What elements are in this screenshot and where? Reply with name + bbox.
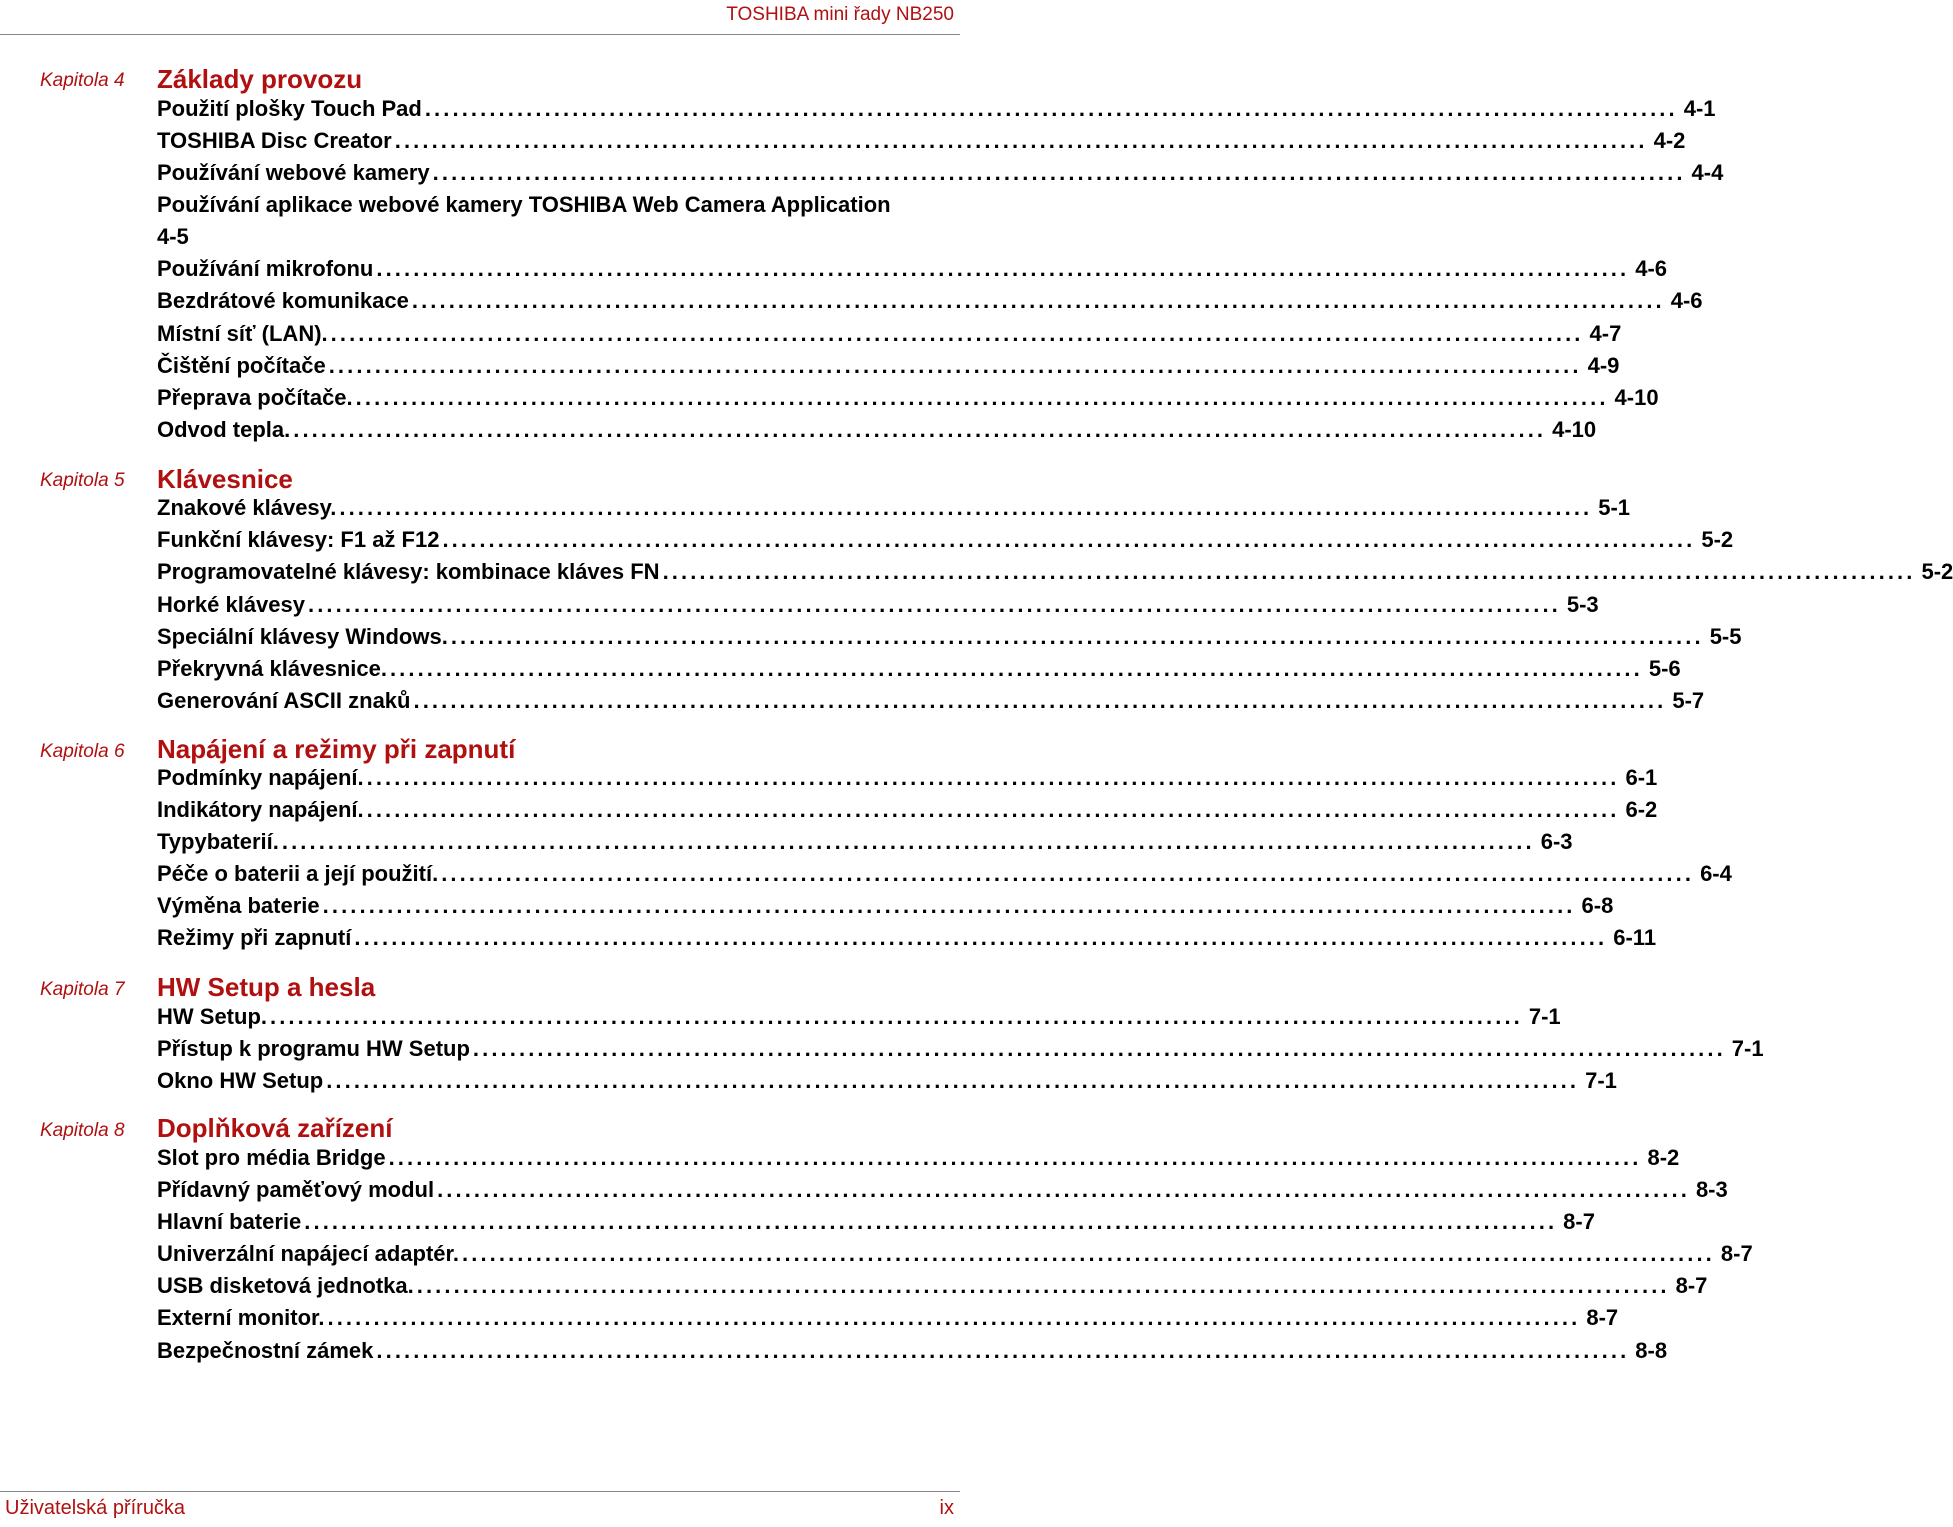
toc-entry-page: 5-3: [1566, 592, 1599, 617]
toc-entry[interactable]: [157, 1145, 1680, 1177]
toc-entry[interactable]: [157, 128, 1686, 160]
toc-entry-page: 8-3: [1695, 1177, 1728, 1202]
dot-leader: ........................................................................................................................................: [366, 765, 1620, 790]
dot-leader: ........................................................................................................................................: [662, 559, 1916, 584]
dot-leader: ........................................................................................................................................: [394, 128, 1648, 153]
dot-leader: ........................................................................................................................................: [437, 1177, 1690, 1202]
toc-entry-page: 7-1: [1731, 1036, 1764, 1061]
dot-leader: ........................................................................................................................................: [388, 1145, 1642, 1170]
toc-entry-page: 4-2: [1653, 128, 1686, 153]
dot-leader: ........................................................................................................................................: [442, 527, 1696, 552]
toc-entry-text: Indikátory napájení.: [157, 797, 364, 822]
footer-manual-title: Uživatelská příručka: [5, 1497, 186, 1519]
dot-leader: ........................................................................................................................................: [424, 96, 1678, 121]
toc-entry-text: USB disketová jednotka.: [157, 1273, 414, 1298]
chapter-4-title: Základy provozu: [157, 64, 363, 94]
toc-entry-page: 5-6: [1648, 656, 1681, 681]
toc-entry-text: Podmínky napájení.: [157, 765, 364, 790]
toc-entry[interactable]: [157, 353, 1620, 385]
toc-entry-text: HW Setup.: [157, 1004, 267, 1029]
toc-entry-page: 4-9: [1587, 353, 1620, 378]
toc-entry-text: Odvod tepla.: [157, 417, 291, 442]
dot-leader: ........................................................................................................................................: [326, 1068, 1580, 1093]
footer-divider: [0, 1491, 960, 1492]
toc-entry-text: Funkční klávesy: F1 až F12: [157, 527, 440, 552]
toc-entry-page: 8-8: [1635, 1338, 1668, 1363]
dot-leader: ........................................................................................................................................: [281, 829, 1535, 854]
toc-entry-page: 8-2: [1647, 1145, 1680, 1170]
chapter-5-title: Klávesnice: [157, 464, 293, 494]
toc-entry-text: Čištění počítače: [157, 353, 326, 378]
toc-entry-text: Znakové klávesy.: [157, 495, 337, 520]
toc-entry-text: Používání mikrofonu: [157, 256, 374, 281]
toc-entry-page: 4-4: [1691, 160, 1724, 185]
toc-entry-page: 8-7: [1720, 1241, 1753, 1266]
dot-leader: ........................................................................................................................................: [413, 688, 1667, 713]
toc-entry-page: 6-2: [1625, 797, 1658, 822]
toc-entry[interactable]: [157, 417, 1597, 449]
dot-leader: ........................................................................................................................................: [432, 160, 1686, 185]
dot-leader: ........................................................................................................................................: [308, 592, 1561, 617]
toc-entry-page: 8-7: [1563, 1209, 1595, 1234]
toc-entry-page: 5-5: [1709, 624, 1742, 649]
toc-entry[interactable]: [157, 1068, 1617, 1100]
toc-entry-text: Speciální klávesy Windows.: [157, 624, 448, 649]
toc-entry[interactable]: [157, 765, 1658, 797]
toc-entry-text: TOSHIBA Disc Creator: [157, 128, 392, 153]
chapter-6-label: Kapitola 6: [40, 741, 125, 762]
toc-entry[interactable]: [157, 559, 1953, 591]
dot-leader: ........................................................................................................................................: [322, 893, 1576, 918]
chapter-7-title: HW Setup a hesla: [157, 972, 376, 1002]
toc-entry[interactable]: [157, 1273, 1708, 1305]
toc-entry[interactable]: [157, 893, 1614, 925]
toc-entry-text: Režimy při zapnutí: [157, 925, 352, 950]
toc-entry-page: 4-7: [1589, 321, 1622, 346]
toc-entry[interactable]: [157, 1209, 1595, 1241]
dot-leader: ........................................................................................................................................: [270, 1004, 1523, 1029]
toc-entry-text: Univerzální napájecí adaptér.: [157, 1241, 460, 1266]
dot-leader: ........................................................................................................................................: [328, 353, 1582, 378]
toc-entry[interactable]: [157, 624, 1742, 656]
toc-entry-page: 4-10: [1614, 385, 1659, 410]
toc-entry-page: 4-10: [1552, 417, 1597, 442]
toc-entry[interactable]: [157, 797, 1658, 829]
toc-entry[interactable]: [157, 495, 1631, 527]
toc-entry-text: Horké klávesy: [157, 592, 305, 617]
dot-leader: ........................................................................................................................................: [304, 1209, 1558, 1234]
dot-leader: ........................................................................................................................................: [355, 385, 1609, 410]
toc-entry[interactable]: [157, 688, 1705, 720]
toc-entry-page: 8-7: [1675, 1273, 1708, 1298]
toc-entry-text: Překryvná klávesnice.: [157, 656, 387, 681]
toc-entry-wrapped-text[interactable]: Používání aplikace webové kamery TOSHIBA Web Camera Application: [157, 192, 891, 217]
toc-entry-page: 5-2: [1701, 527, 1734, 552]
toc-entry-text: Generování ASCII znaků: [157, 688, 411, 713]
dot-leader: ........................................................................................................................................: [376, 256, 1630, 281]
dot-leader: ........................................................................................................................................: [354, 925, 1608, 950]
toc-entry-page: 6-1: [1625, 765, 1658, 790]
toc-entry-page: 5-2: [1921, 559, 1953, 584]
toc-entry-text: Péče o baterii a její použití.: [157, 861, 439, 886]
toc-entry-text: Bezdrátové komunikace: [157, 288, 409, 313]
toc-entry[interactable]: [157, 861, 1732, 893]
toc-entry[interactable]: [157, 256, 1668, 288]
toc-entry[interactable]: [157, 1305, 1619, 1337]
dot-leader: ........................................................................................................................................: [450, 624, 1704, 649]
dot-leader: ........................................................................................................................................: [472, 1036, 1726, 1061]
toc-entry[interactable]: [157, 527, 1734, 559]
toc-entry-page: 5-7: [1672, 688, 1705, 713]
chapter-6-title: Napájení a režimy při zapnutí: [157, 734, 516, 764]
footer-page-number: ix: [939, 1497, 954, 1519]
header-divider: [0, 34, 960, 35]
toc-entry-wrapped-page: 4-5: [157, 224, 189, 249]
toc-entry-text: Bezpečnostní zámek: [157, 1338, 374, 1363]
toc-entry-text: Přístup k programu HW Setup: [157, 1036, 470, 1061]
toc-entry-text: Přídavný paměťový modul: [157, 1177, 435, 1202]
toc-entry-page: 7-1: [1528, 1004, 1561, 1029]
toc-entry-text: Typybaterií.: [157, 829, 279, 854]
dot-leader: ........................................................................................................................................: [376, 1338, 1630, 1363]
toc-entry-page: 6-11: [1613, 925, 1657, 950]
toc-entry-text: Externí monitor.: [157, 1305, 325, 1330]
toc-entry-text: Výměna baterie: [157, 893, 320, 918]
toc-entry-page: 6-8: [1581, 893, 1614, 918]
toc-entry[interactable]: [157, 160, 1724, 192]
toc-entry-page: 5-1: [1598, 495, 1631, 520]
toc-entry[interactable]: [157, 321, 1622, 353]
chapter-8-title: Doplňková zařízení: [157, 1113, 393, 1143]
toc-entry[interactable]: [157, 925, 1657, 957]
toc-entry-text: Programovatelné klávesy: kombinace kláves FN: [157, 559, 660, 584]
toc-entry[interactable]: [157, 1004, 1561, 1036]
toc-entry[interactable]: [157, 1338, 1668, 1370]
toc-entry-page: 4-1: [1683, 96, 1716, 121]
dot-leader: ........................................................................................................................................: [411, 288, 1665, 313]
toc-entry-page: 6-3: [1540, 829, 1573, 854]
toc-entry-text: Použití plošky Touch Pad: [157, 96, 422, 121]
toc-entry-text: Okno HW Setup: [157, 1068, 324, 1093]
running-header-title: TOSHIBA mini řady NB250: [726, 4, 954, 25]
dot-leader: ........................................................................................................................................: [462, 1241, 1715, 1266]
dot-leader: ........................................................................................................................................: [339, 495, 1593, 520]
dot-leader: ........................................................................................................................................: [330, 321, 1584, 346]
dot-leader: ........................................................................................................................................: [441, 861, 1695, 886]
chapter-4-label: Kapitola 4: [40, 70, 125, 91]
toc-entry[interactable]: [157, 1177, 1728, 1209]
chapter-8-label: Kapitola 8: [40, 1120, 125, 1141]
toc-entry[interactable]: [157, 829, 1573, 861]
toc-entry[interactable]: [157, 385, 1659, 417]
dot-leader: ........................................................................................................................................: [416, 1273, 1670, 1298]
toc-entry[interactable]: [157, 1241, 1753, 1273]
chapter-5-label: Kapitola 5: [40, 470, 125, 491]
toc-entry-page: 7-1: [1585, 1068, 1617, 1093]
dot-leader: ........................................................................................................................................: [366, 797, 1620, 822]
toc-entry-page: 4-6: [1635, 256, 1668, 281]
dot-leader: ........................................................................................................................................: [389, 656, 1643, 681]
toc-entry[interactable]: [157, 592, 1599, 624]
toc-entry-text: Používání webové kamery: [157, 160, 430, 185]
toc-entry-page: 4-6: [1670, 288, 1703, 313]
dot-leader: ........................................................................................................................................: [327, 1305, 1581, 1330]
dot-leader: ........................................................................................................................................: [293, 417, 1547, 442]
toc-entry-text: Přeprava počítače.: [157, 385, 353, 410]
toc-entry-text: Slot pro média Bridge: [157, 1145, 386, 1170]
toc-entry[interactable]: [157, 96, 1716, 128]
toc-entry-text: Místní síť (LAN).: [157, 321, 328, 346]
toc-entry-page: 8-7: [1586, 1305, 1619, 1330]
chapter-7-label: Kapitola 7: [40, 979, 125, 1000]
toc-entry[interactable]: [157, 1036, 1764, 1068]
toc-entry[interactable]: [157, 656, 1681, 688]
toc-entry[interactable]: [157, 288, 1703, 320]
toc-entry-page: 6-4: [1700, 861, 1732, 886]
toc-entry-text: Hlavní baterie: [157, 1209, 302, 1234]
